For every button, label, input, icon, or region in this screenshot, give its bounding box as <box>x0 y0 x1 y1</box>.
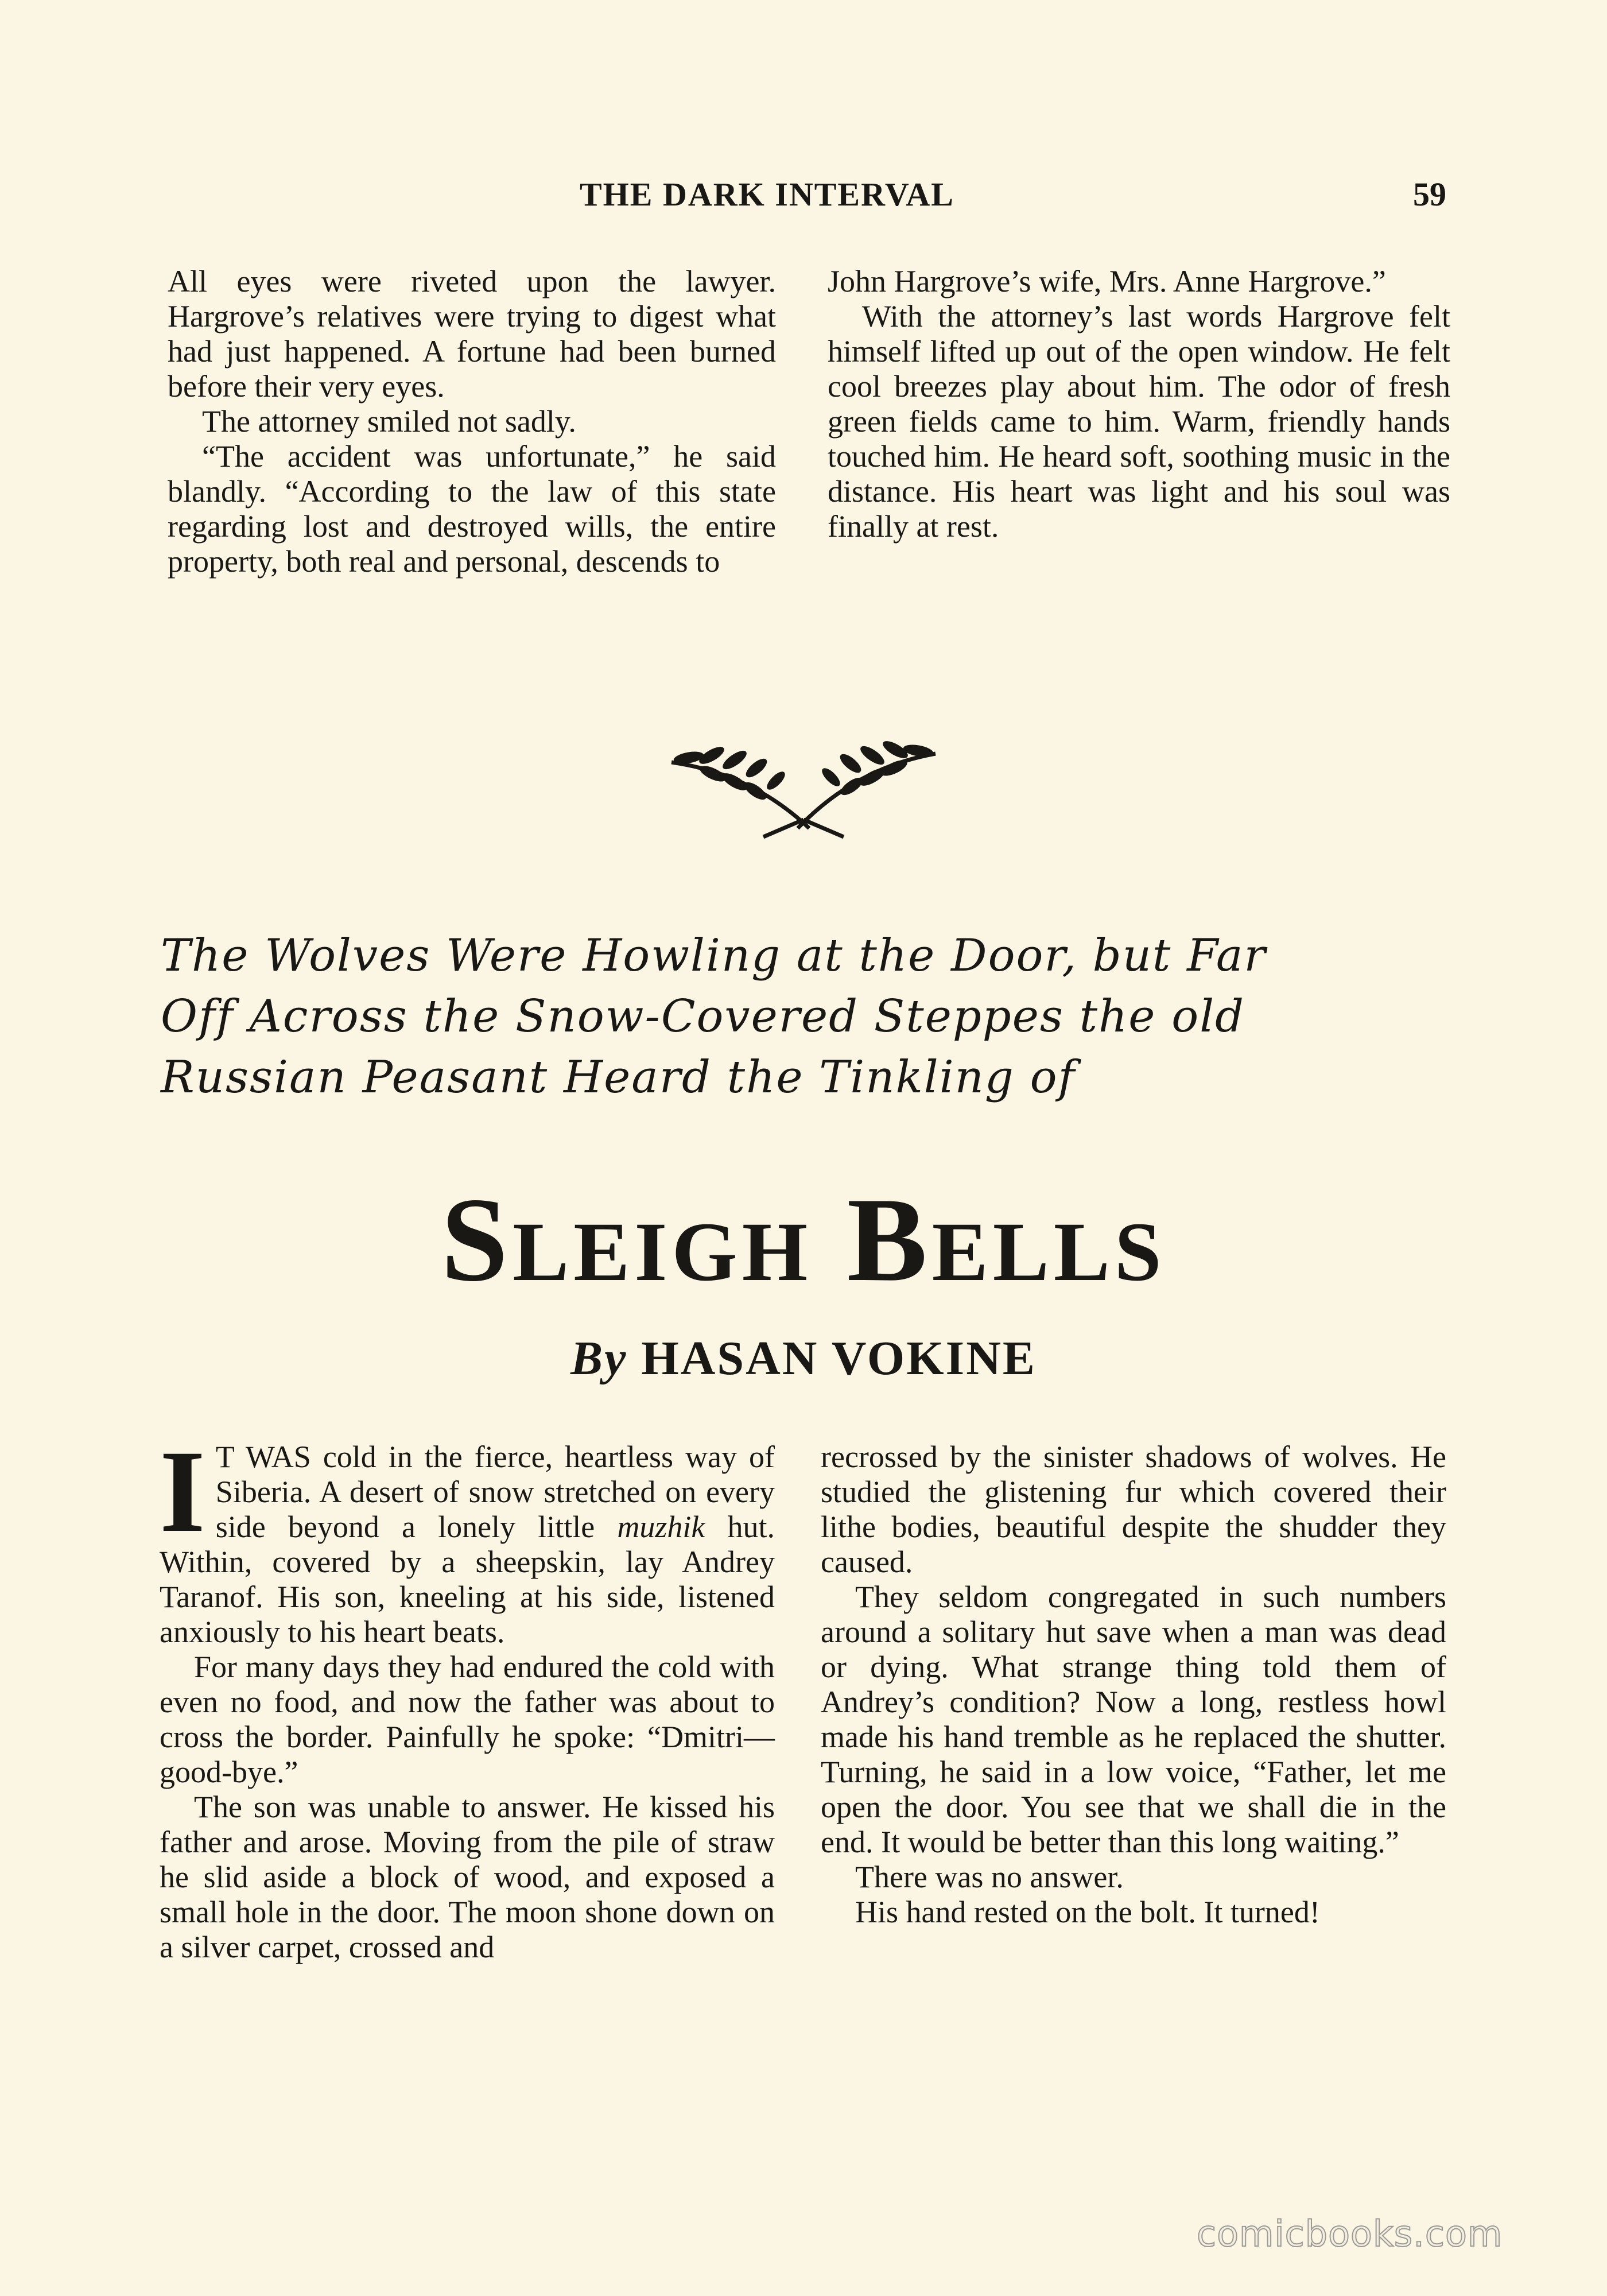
previous-story-left-column <box>168 264 776 579</box>
story-deck <box>161 925 1452 1108</box>
paragraph: For many days they had endured the cold with even no food, and now the father was about to cross the border. Painfully he spoke: “Dmitri—good-bye.” <box>160 1650 775 1789</box>
paragraph: recrossed by the sinister shadows of wolves. He studied the glistening fur which covered their lithe bodies, beautiful despite the shudder they caused. <box>821 1440 1446 1579</box>
opening-words: T WAS <box>215 1440 311 1474</box>
watermark: comicbooks.com <box>1197 2213 1503 2255</box>
paragraph: There was no answer. <box>855 1860 1124 1894</box>
opening-text-end: hut. Within, covered by a sheepskin, lay Andrey Taranof. His son, kneeling at his side, listened anxiously to his heart beats. <box>160 1510 775 1649</box>
author-name: HASAN VOKINE <box>641 1332 1037 1385</box>
opening-paragraph <box>160 1426 775 1650</box>
paragraph: The attorney smiled not sadly. <box>202 404 576 439</box>
byline-prefix: By <box>570 1332 628 1385</box>
opening-text: cold in the fierce, heartless way of Siberia. A desert of snow stretched on every side beyond a lonely little <box>215 1440 775 1544</box>
paragraph: The son was unable to answer. He kissed his father and arose. Moving from the pile of straw he slid aside a block of wood, and exposed a small hole in the door. The moon shone down on a silver carpet, crossed and <box>160 1790 775 1964</box>
story-title: Sleigh Bells <box>441 1173 1166 1306</box>
byline <box>0 1331 1607 1386</box>
previous-story-right-column <box>828 264 1450 544</box>
crossed-laurel-branches-icon <box>660 728 947 843</box>
story-right-column <box>821 1440 1446 1930</box>
page-number: 59 <box>1413 176 1446 213</box>
story-left-column <box>160 1426 775 1965</box>
deck-line: Russian Peasant Heard the Tinkling of <box>161 1052 1076 1103</box>
paragraph: With the attorney’s last words Hargrove felt himself lifted up out of the open window. He felt cool breezes play about him. The odor of fresh green fields came to him. Warm, friendly hands touched him. He heard soft, soothing music in the distance. His heart was light and his soul was finally at rest. <box>828 299 1450 544</box>
paragraph: All eyes were riveted upon the lawyer. Hargrove’s relatives were trying to digest what had just happened. A fortune had been burned before their very eyes. <box>168 264 776 404</box>
deck-line: The Wolves Were Howling at the Door, but Far <box>161 930 1267 982</box>
paragraph: His hand rested on the bolt. It turned! <box>855 1895 1320 1929</box>
paragraph: John Hargrove’s wife, Mrs. Anne Hargrove.” <box>828 264 1386 298</box>
paragraph: They seldom congregated in such numbers around a solitary hut save when a man was dead or dying. What strange thing told them of Andrey’s condition? Now a long, restless howl made his hand tremble as he replaced the shutter. Turning, he said in a low voice, “Father, let me open the door. You see that we shall die in the end. It would be better than this long waiting.” <box>821 1580 1446 1859</box>
deck-line: Off Across the Snow-Covered Steppes the old <box>161 991 1245 1042</box>
drop-cap: I <box>160 1426 205 1557</box>
paragraph: “The accident was unfortunate,” he said blandly. “According to the law of this state regarding lost and destroyed wills, the entire property, both real and personal, descends to <box>168 439 776 579</box>
italic-word: muzhik <box>617 1510 705 1544</box>
running-title: THE DARK INTERVAL <box>580 176 954 213</box>
